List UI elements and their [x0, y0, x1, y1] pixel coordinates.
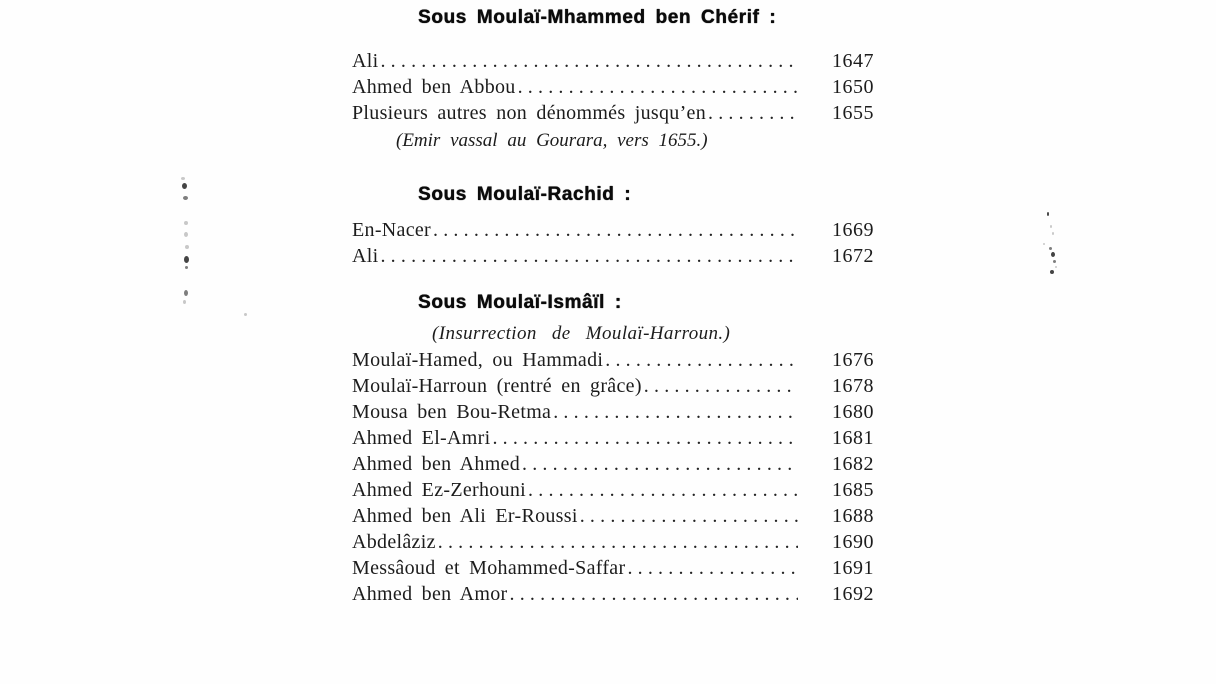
- scan-speck: [184, 221, 188, 225]
- entry-year: 1647: [832, 50, 874, 72]
- entry-name: Ahmed ben Abbou: [352, 76, 516, 98]
- entry-year: 1690: [832, 531, 874, 553]
- entry-name: Mousa ben Bou-Retma: [352, 401, 552, 423]
- section-note-before: (Insurrection de Moulaï-Harroun.): [432, 323, 731, 344]
- entry-year: 1678: [832, 375, 874, 397]
- scan-speck: [182, 183, 187, 189]
- entry-name: Ali: [352, 245, 379, 267]
- entry-name: Abdelâziz: [352, 531, 436, 553]
- dot-leader: [380, 48, 798, 74]
- scan-speck: [184, 290, 188, 296]
- dot-leader: [438, 529, 798, 555]
- entry-year: 1669: [832, 219, 874, 241]
- entry-name: Ali: [352, 50, 379, 72]
- scan-speck: [1052, 232, 1054, 235]
- entry-year: 1682: [832, 453, 874, 475]
- scan-speck: [1050, 270, 1054, 274]
- dot-leader: [518, 74, 798, 100]
- scan-speck: [1053, 260, 1056, 263]
- dot-leader: [553, 399, 798, 425]
- ruler-section: [352, 291, 874, 607]
- dot-leader: [627, 555, 798, 581]
- dot-leader: [605, 347, 798, 373]
- scan-speck: [185, 266, 188, 269]
- scan-speck: [1050, 225, 1052, 228]
- entry-year: 1691: [832, 557, 874, 579]
- ruler-index-list: [352, 0, 874, 607]
- entry-name: Ahmed ben Amor: [352, 583, 508, 605]
- scan-speck: [1049, 247, 1052, 250]
- index-entry: [352, 477, 874, 503]
- index-entry: [352, 347, 874, 373]
- scan-speck: [1051, 252, 1055, 257]
- index-entry: [352, 503, 874, 529]
- entry-year: 1692: [832, 583, 874, 605]
- scan-speck: [183, 300, 186, 304]
- index-entry: [352, 74, 874, 100]
- index-entry: [352, 373, 874, 399]
- dot-leader: [522, 451, 798, 477]
- index-entry: [352, 217, 874, 243]
- dot-leader: [492, 425, 798, 451]
- index-entry: [352, 399, 874, 425]
- entry-list: [352, 217, 874, 269]
- dot-leader: [644, 373, 798, 399]
- dot-leader: [433, 217, 798, 243]
- section-heading: Sous Moulaï-Ismâïl :: [418, 292, 622, 313]
- index-entry: [352, 48, 874, 74]
- entry-year: 1650: [832, 76, 874, 98]
- index-entry: [352, 243, 874, 269]
- entry-year: 1672: [832, 245, 874, 267]
- index-entry: [352, 451, 874, 477]
- entry-year: 1676: [832, 349, 874, 371]
- scan-speck: [1043, 243, 1045, 245]
- dot-leader: [380, 243, 798, 269]
- dot-leader: [580, 503, 798, 529]
- entry-name: Messâoud et Mohammed-Saffar: [352, 557, 626, 579]
- entry-name: Ahmed El-Amri: [352, 427, 491, 449]
- scan-speck: [181, 177, 185, 180]
- entry-name: Plusieurs autres non dénommés jusqu’en: [352, 102, 707, 124]
- scan-speck: [244, 313, 247, 316]
- entry-name: Ahmed Ez-Zerhouni: [352, 479, 527, 501]
- index-entry: [352, 529, 874, 555]
- entry-year: 1680: [832, 401, 874, 423]
- entry-year: 1655: [832, 102, 874, 124]
- ruler-section: [352, 183, 874, 269]
- entry-year: 1685: [832, 479, 874, 501]
- entry-name: Ahmed ben Ahmed: [352, 453, 521, 475]
- index-entry: [352, 425, 874, 451]
- dot-leader: [528, 477, 798, 503]
- entry-name: Moulaï-Hamed, ou Hammadi: [352, 349, 604, 371]
- scan-speck: [185, 245, 189, 249]
- scan-speck: [184, 256, 189, 263]
- entry-year: 1688: [832, 505, 874, 527]
- section-note-after: (Emir vassal au Gourara, vers 1655.): [396, 130, 708, 151]
- entry-list: [352, 48, 874, 126]
- ruler-section: [352, 6, 874, 154]
- entry-year: 1681: [832, 427, 874, 449]
- dot-leader: [708, 100, 798, 126]
- scan-speck: [183, 196, 188, 200]
- scan-speck: [1055, 266, 1057, 268]
- index-entry: [352, 555, 874, 581]
- entry-name: Moulaï-Harroun (rentré en grâce): [352, 375, 642, 397]
- dot-leader: [510, 581, 798, 607]
- scan-speck: [1047, 212, 1049, 216]
- entry-name: En-Nacer: [352, 219, 432, 241]
- scan-speck: [184, 232, 188, 237]
- section-heading: Sous Moulaï-Mhammed ben Chérif :: [418, 7, 777, 28]
- index-entry: [352, 581, 874, 607]
- index-entry: [352, 100, 874, 126]
- entry-name: Ahmed ben Ali Er-Roussi: [352, 505, 578, 527]
- section-heading: Sous Moulaï-Rachid :: [418, 184, 632, 205]
- entry-list: [352, 347, 874, 607]
